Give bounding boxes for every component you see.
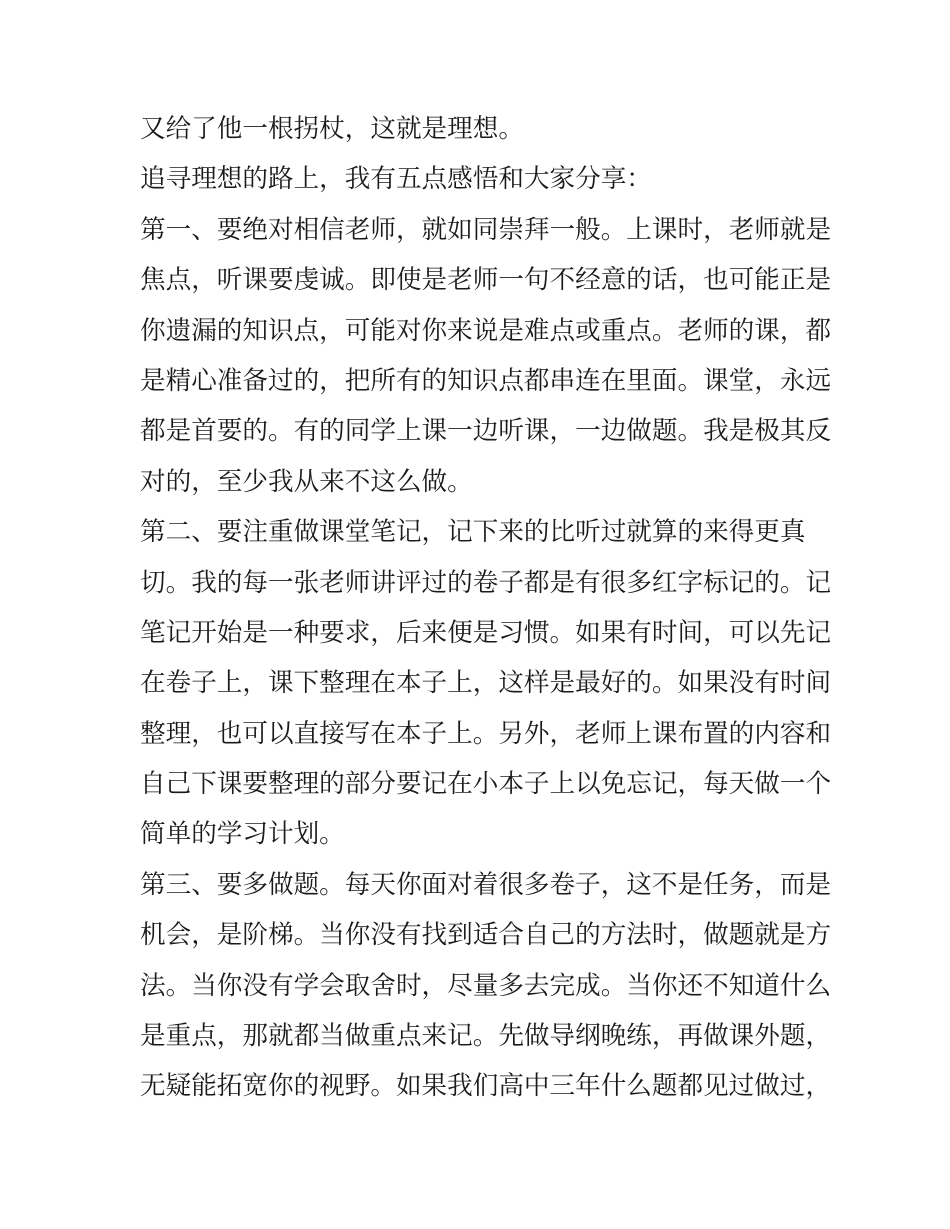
text-line: 切。我的每一张老师讲评过的卷子都是有很多红字标记的。记 bbox=[140, 567, 832, 598]
text-line: 第一、要绝对相信老师，就如同崇拜一般。上课时，老师就是 bbox=[140, 214, 832, 245]
text-line: 第三、要多做题。每天你面对着很多卷子，这不是任务，而是 bbox=[140, 869, 832, 900]
text-line: 机会，是阶梯。当你没有找到适合自己的方法时，做题就是方 bbox=[140, 920, 832, 951]
text-line: 简单的学习计划。 bbox=[140, 819, 345, 850]
text-line: 笔记开始是一种要求，后来便是习惯。如果有时间，可以先记 bbox=[140, 617, 832, 648]
text-line: 焦点，听课要虔诚。即使是老师一句不经意的话，也可能正是 bbox=[140, 265, 832, 296]
text-line: 无疑能拓宽你的视野。如果我们高中三年什么题都见过做过， bbox=[140, 1071, 832, 1102]
text-line: 法。当你没有学会取舍时，尽量多去完成。当你还不知道什么 bbox=[140, 970, 832, 1001]
text-line: 你遗漏的知识点，可能对你来说是难点或重点。老师的课，都 bbox=[140, 315, 832, 346]
text-line: 在卷子上，课下整理在本子上，这样是最好的。如果没有时间 bbox=[140, 668, 832, 699]
text-line: 是重点，那就都当做重点来记。先做导纲晚练，再做课外题， bbox=[140, 1021, 832, 1052]
document-body bbox=[140, 104, 832, 1112]
text-line: 是精心准备过的，把所有的知识点都串连在里面。课堂，永远 bbox=[140, 365, 832, 396]
text-line: 都是首要的。有的同学上课一边听课，一边做题。我是极其反 bbox=[140, 416, 832, 447]
text-line: 追寻理想的路上，我有五点感悟和大家分享： bbox=[140, 164, 652, 195]
text-line: 对的，至少我从来不这么做。 bbox=[140, 466, 473, 497]
text-line: 第二、要注重做课堂笔记，记下来的比听过就算的来得更真 bbox=[140, 517, 806, 548]
text-line: 整理，也可以直接写在本子上。另外，老师上课布置的内容和 bbox=[140, 718, 832, 749]
text-line: 又给了他一根拐杖，这就是理想。 bbox=[140, 114, 524, 144]
text-line: 自己下课要整理的部分要记在小本子上以免忘记，每天做一个 bbox=[140, 769, 832, 800]
